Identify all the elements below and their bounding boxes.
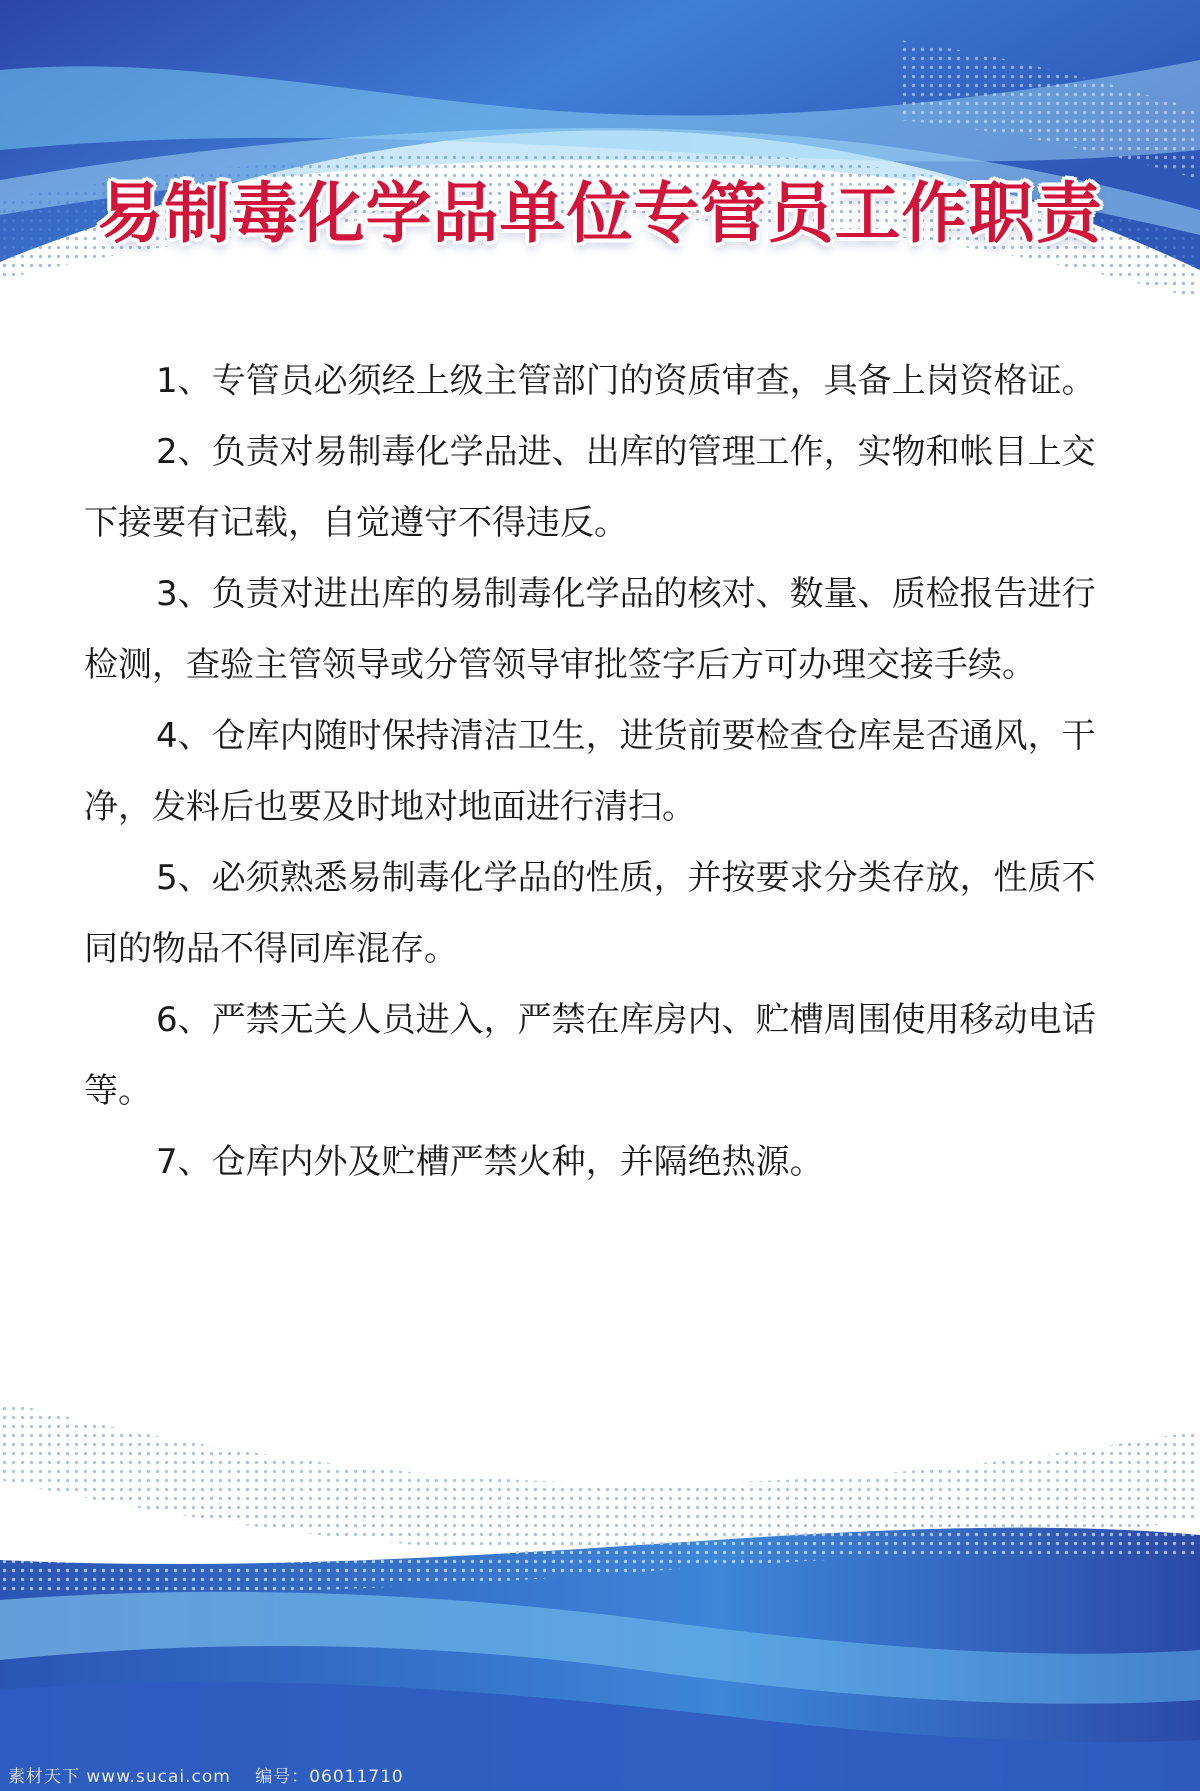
duty-item-7: 7、仓库内外及贮槽严禁火种，并隔绝热源。 [156,1142,824,1182]
poster-title: 易制毒化学品单位专管员工作职责 [97,175,1103,252]
watermark [8,1762,422,1787]
duty-item-6: 6、严禁无关人员进入，严禁在库房内、贮槽周围使用移动电话等。 [84,1000,1096,1111]
duty-item-1: 1、专管员必须经上级主管部门的资质审查，具备上岗资格证。 [156,361,1096,401]
duty-item-4: 4、仓库内随时保持清洁卫生，进货前要检查仓库是否通风，干净，发料后也要及时地对地面进行清扫。 [84,716,1096,827]
duty-item-2: 2、负责对易制毒化学品进、出库的管理工作，实物和帐目上交下接要有记载，自觉遵守不得违反。 [84,432,1096,543]
duty-item-5: 5、必须熟悉易制毒化学品的性质，并按要求分类存放，性质不同的物品不得同库混存。 [84,858,1096,969]
duty-item-3: 3、负责对进出库的易制毒化学品的核对、数量、质检报告进行检测，查验主管领导或分管领导审批签字后方可办理交接手续。 [84,574,1096,685]
watermark-site: 素材天下 www.sucai.com [8,1767,231,1787]
duties-list [84,346,1119,1198]
watermark-code: 编号：06011710 [255,1767,404,1787]
